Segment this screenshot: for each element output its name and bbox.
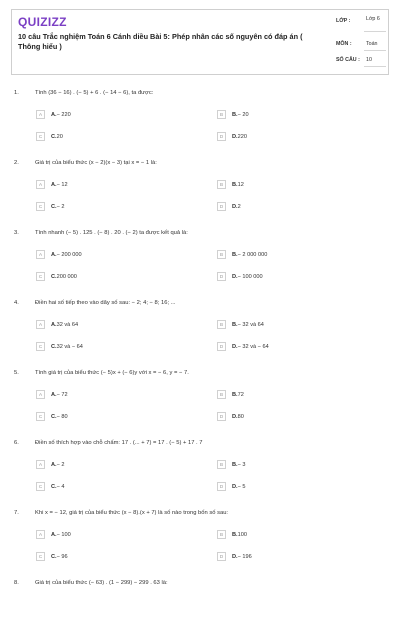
option-text <box>232 112 249 118</box>
answer-option-d[interactable] <box>217 482 377 493</box>
option-letter-box[interactable]: D <box>217 272 226 281</box>
option-letter-box[interactable]: B <box>217 320 226 329</box>
answer-option-b[interactable] <box>217 250 377 261</box>
question-number: 7. <box>14 510 19 516</box>
option-letter-box[interactable]: C <box>36 342 45 351</box>
option-value: − 5 <box>237 483 246 490</box>
answer-option-c[interactable] <box>36 552 196 563</box>
option-label: D. <box>232 483 238 490</box>
option-value: − 200 000 <box>56 251 82 258</box>
option-label: A. <box>51 531 57 538</box>
option-label: A. <box>51 251 57 258</box>
option-value: − 32 và 64 <box>237 321 264 328</box>
option-text <box>232 252 267 258</box>
option-letter-box[interactable]: D <box>217 482 226 491</box>
option-letter-box[interactable]: C <box>36 412 45 421</box>
option-letter-box[interactable]: B <box>217 110 226 119</box>
option-letter-box[interactable]: A <box>36 180 45 189</box>
option-value: 72 <box>237 391 244 398</box>
option-text <box>232 322 264 328</box>
answer-option-b[interactable] <box>217 460 377 471</box>
option-value: − 12 <box>56 181 68 188</box>
option-value: − 100 000 <box>237 273 263 280</box>
option-label: D. <box>232 413 238 420</box>
option-letter-box[interactable]: B <box>217 530 226 539</box>
option-letter-box[interactable]: A <box>36 460 45 469</box>
class-underline <box>364 31 386 32</box>
option-label: B. <box>232 111 238 118</box>
option-text <box>232 134 247 140</box>
count-underline <box>364 66 386 67</box>
option-text <box>232 182 244 188</box>
question-number: 3. <box>14 230 19 236</box>
option-letter-box[interactable]: B <box>217 250 226 259</box>
quizizz-logo: QUIZIZZ <box>18 15 67 29</box>
option-text <box>232 274 263 280</box>
question-text: Điền hai số tiếp theo vào dãy số sau: − 2; 4; − 8; 16; ... <box>35 300 176 306</box>
option-label: B. <box>232 321 238 328</box>
subject-underline <box>364 50 386 51</box>
question-3 <box>0 230 400 290</box>
option-label: C. <box>51 203 57 210</box>
option-text <box>232 204 241 210</box>
option-letter-box[interactable]: D <box>217 552 226 561</box>
option-label: A. <box>51 111 57 118</box>
option-letter-box[interactable]: C <box>36 132 45 141</box>
count-label: SỐ CÂU : <box>336 57 360 63</box>
option-text <box>51 322 78 328</box>
option-letter-box[interactable]: D <box>217 412 226 421</box>
answer-option-b[interactable] <box>217 530 377 541</box>
option-label: C. <box>51 553 57 560</box>
answer-option-a[interactable] <box>36 320 196 331</box>
option-label: C. <box>51 273 57 280</box>
option-label: B. <box>232 461 238 468</box>
class-value: Lớp 6 <box>366 16 380 22</box>
question-4 <box>0 300 400 360</box>
option-label: B. <box>232 391 238 398</box>
answer-option-c[interactable] <box>36 482 196 493</box>
answer-option-d[interactable] <box>217 272 377 283</box>
option-label: A. <box>51 321 57 328</box>
option-letter-box[interactable]: D <box>217 132 226 141</box>
option-label: C. <box>51 133 57 140</box>
option-letter-box[interactable]: A <box>36 110 45 119</box>
option-value: − 2 <box>56 461 65 468</box>
question-text: Khi x = − 12, giá trị của biểu thức (x − 8).(x + 7) là số nào trong bốn số sau: <box>35 510 229 516</box>
option-label: D. <box>232 133 238 140</box>
option-text <box>232 484 246 490</box>
question-1 <box>0 90 400 150</box>
option-value: − 80 <box>56 413 68 420</box>
option-value: 2 <box>237 203 241 210</box>
answer-option-a[interactable] <box>36 530 196 541</box>
answer-option-c[interactable] <box>36 412 196 423</box>
option-text <box>51 414 68 420</box>
option-value: 200 000 <box>56 273 77 280</box>
option-letter-box[interactable]: B <box>217 390 226 399</box>
option-letter-box[interactable]: C <box>36 552 45 561</box>
answer-option-a[interactable] <box>36 180 196 191</box>
option-value: − 3 <box>237 461 246 468</box>
answer-option-d[interactable] <box>217 412 377 423</box>
option-label: A. <box>51 391 57 398</box>
option-value: − 20 <box>237 111 249 118</box>
option-label: C. <box>51 343 57 350</box>
option-letter-box[interactable]: C <box>36 202 45 211</box>
question-number: 8. <box>14 580 19 586</box>
option-text <box>51 344 83 350</box>
option-letter-box[interactable]: B <box>217 180 226 189</box>
option-value: − 196 <box>237 553 252 560</box>
option-label: B. <box>232 181 238 188</box>
subject-value: Toán <box>366 41 378 47</box>
option-value: 20 <box>56 133 63 140</box>
option-text <box>232 414 244 420</box>
option-text <box>51 204 65 210</box>
option-value: 12 <box>237 181 244 188</box>
option-value: 32 và − 64 <box>56 343 83 350</box>
answer-option-d[interactable] <box>217 202 377 213</box>
option-text <box>51 392 68 398</box>
question-number: 2. <box>14 160 19 166</box>
option-text <box>232 392 244 398</box>
answer-option-a[interactable] <box>36 250 196 261</box>
option-value: − 4 <box>56 483 65 490</box>
question-text: Giá trị của biểu thức (− 63) . (1 − 299) − 299 . 63 là: <box>35 580 168 586</box>
answer-option-a[interactable] <box>36 390 196 401</box>
answer-option-b[interactable] <box>217 180 377 191</box>
option-text <box>232 554 252 560</box>
answer-option-a[interactable] <box>36 460 196 471</box>
option-value: 80 <box>237 413 244 420</box>
option-value: 220 <box>237 133 247 140</box>
option-text <box>51 554 68 560</box>
option-label: D. <box>232 203 238 210</box>
option-text <box>232 532 247 538</box>
option-label: A. <box>51 181 57 188</box>
option-letter-box[interactable]: A <box>36 320 45 329</box>
option-text <box>232 462 246 468</box>
question-number: 6. <box>14 440 19 446</box>
answer-option-c[interactable] <box>36 202 196 213</box>
option-label: D. <box>232 273 238 280</box>
option-text <box>51 274 77 280</box>
answer-option-c[interactable] <box>36 342 196 353</box>
question-2 <box>0 160 400 220</box>
option-label: A. <box>51 461 57 468</box>
question-number: 4. <box>14 300 19 306</box>
answer-option-a[interactable] <box>36 110 196 121</box>
option-text <box>51 462 65 468</box>
option-letter-box[interactable]: D <box>217 342 226 351</box>
worksheet-header <box>11 9 389 75</box>
option-value: − 100 <box>56 531 71 538</box>
option-label: C. <box>51 413 57 420</box>
question-6 <box>0 440 400 500</box>
option-letter-box[interactable]: A <box>36 530 45 539</box>
option-letter-box[interactable]: D <box>217 202 226 211</box>
answer-option-d[interactable] <box>217 552 377 563</box>
option-text <box>232 344 269 350</box>
option-label: C. <box>51 483 57 490</box>
question-5 <box>0 370 400 430</box>
option-value: − 220 <box>56 111 71 118</box>
question-text: Điền số thích hợp vào chỗ chấm: 17 . (... + 7) = 17 . (− 5) + 17 . 7 <box>35 440 203 446</box>
answer-option-c[interactable] <box>36 132 196 143</box>
question-number: 1. <box>14 90 19 96</box>
option-text <box>51 134 63 140</box>
option-value: − 2 000 000 <box>237 251 268 258</box>
option-letter-box[interactable]: A <box>36 250 45 259</box>
option-value: − 2 <box>56 203 65 210</box>
option-value: − 96 <box>56 553 68 560</box>
question-text: Tính (36 − 16) . (− 5) + 6 . (− 14 − 6), ta được: <box>35 90 154 96</box>
option-value: 32 và 64 <box>56 321 79 328</box>
answer-option-d[interactable] <box>217 342 377 353</box>
question-8 <box>0 580 400 640</box>
count-value: 10 <box>366 57 372 63</box>
question-text: Tính nhanh (− 5) . 125 . (− 8) . 20 . (− 2) ta được kết quả là: <box>35 230 188 236</box>
subject-label: MÔN : <box>336 41 352 47</box>
option-letter-box[interactable]: A <box>36 390 45 399</box>
answer-option-b[interactable] <box>217 390 377 401</box>
option-value: − 32 và − 64 <box>237 343 269 350</box>
option-label: B. <box>232 251 238 258</box>
answer-option-b[interactable] <box>217 320 377 331</box>
option-letter-box[interactable]: B <box>217 460 226 469</box>
question-text: Tính giá trị của biểu thức (− 5)x + (− 6)y với x = − 6, y = − 7. <box>35 370 189 376</box>
question-text: Giá trị của biểu thức (x − 2)(x − 3) tại x = − 1 là: <box>35 160 157 166</box>
option-text <box>51 484 65 490</box>
option-label: D. <box>232 343 238 350</box>
option-letter-box[interactable]: C <box>36 482 45 491</box>
answer-option-b[interactable] <box>217 110 377 121</box>
option-text <box>51 532 71 538</box>
answer-option-d[interactable] <box>217 132 377 143</box>
class-label: LỚP : <box>336 18 351 24</box>
option-label: D. <box>232 553 238 560</box>
option-text <box>51 252 82 258</box>
option-letter-box[interactable]: C <box>36 272 45 281</box>
worksheet-title: 10 câu Trắc nghiệm Toán 6 Cánh diều Bài 5: Phép nhân các số nguyên có đáp án ( Thông hiểu ) <box>18 32 303 51</box>
option-value: − 72 <box>56 391 68 398</box>
option-text <box>51 182 68 188</box>
option-text <box>51 112 71 118</box>
option-label: B. <box>232 531 238 538</box>
answer-option-c[interactable] <box>36 272 196 283</box>
option-value: 100 <box>237 531 247 538</box>
question-number: 5. <box>14 370 19 376</box>
question-7 <box>0 510 400 570</box>
